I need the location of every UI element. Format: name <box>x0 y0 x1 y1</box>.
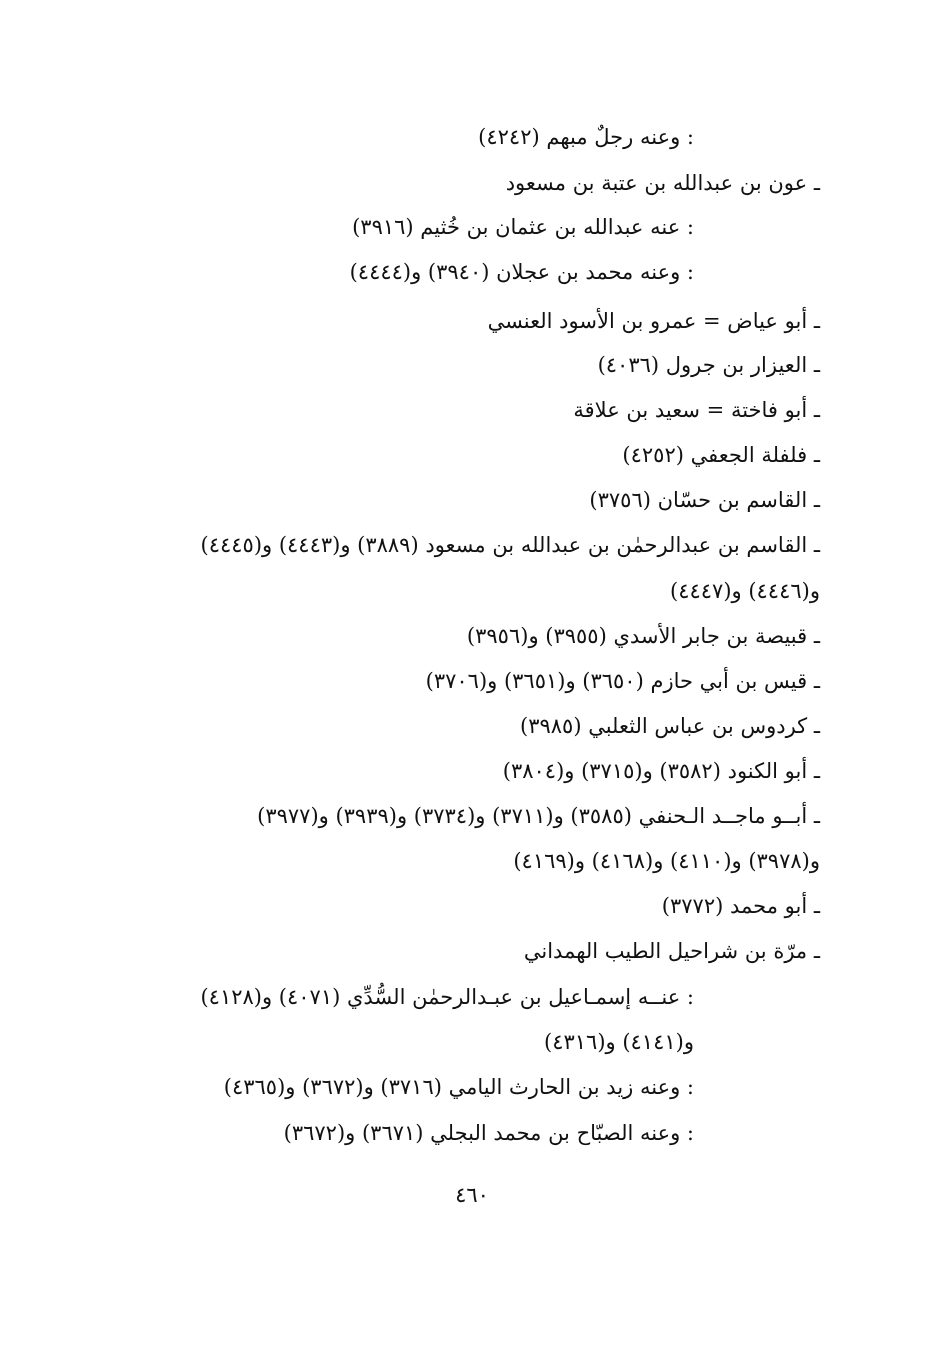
text-line: ـ فلفلة الجعفي (٤٢٥٢) <box>622 443 820 467</box>
text-line: ـ أبو الكنود (٣٥٨٢) و(٣٧١٥) و(٣٨٠٤) <box>502 759 820 783</box>
text-line: : عنه عبدالله بن عثمان بن خُثيم (٣٩١٦) <box>352 215 694 239</box>
text-line: و(٤١٤١) و(٤٣١٦) <box>544 1030 694 1054</box>
text-line: : وعنه الصبّاح بن محمد البجلي (٣٦٧١) و(٣٦٧٢) <box>283 1121 694 1145</box>
text-line: ـ القاسم بن عبدالرحمٰن بن عبدالله بن مسعود (٣٨٨٩) و(٤٤٤٣) و(٤٤٤٥) <box>200 533 820 557</box>
text-line: : عنــه إسمـاعيل بن عبـدالرحمٰن السُّدِّي (٤٠٧١) و(٤١٢٨) <box>200 985 694 1009</box>
text-line: ـ العيزار بن جرول (٤٠٣٦) <box>597 353 820 377</box>
text-line: ـ أبو عياض = عمرو بن الأسود العنسي <box>487 309 820 333</box>
text-line: و(٣٩٧٨) و(٤١١٠) و(٤١٦٨) و(٤١٦٩) <box>513 849 820 873</box>
text-line: ـ مرّة بن شراحيل الطيب الهمداني <box>523 939 820 963</box>
text-line: ـ قبيصة بن جابر الأسدي (٣٩٥٥) و(٣٩٥٦) <box>466 624 820 648</box>
text-line: ـ عون بن عبدالله بن عتبة بن مسعود <box>505 171 820 195</box>
text-line: : وعنه رجلٌ مبهم (٤٢٤٢) <box>478 125 694 149</box>
text-line: ـ كردوس بن عباس الثعلبي (٣٩٨٥) <box>520 714 820 738</box>
text-line: ـ القاسم بن حسّان (٣٧٥٦) <box>589 488 820 512</box>
text-line: : وعنه زيد بن الحارث اليامي (٣٧١٦) و(٣٦٧٢) و(٤٣٦٥) <box>223 1075 694 1099</box>
page-number: ٤٦٠ <box>455 1183 489 1207</box>
text-line: ـ أبو محمد (٣٧٧٢) <box>661 894 820 918</box>
text-line: : وعنه محمد بن عجلان (٣٩٤٠) و(٤٤٤٤) <box>349 260 694 284</box>
text-line: ـ أبو فاختة = سعيد بن علاقة <box>573 398 820 422</box>
text-line: ـ قيس بن أبي حازم (٣٦٥٠) و(٣٦٥١) و(٣٧٠٦) <box>425 669 820 693</box>
text-line: ـ أبــو ماجــد الـحنفي (٣٥٨٥) و(٣٧١١) و(٣٧٣٤) و(٣٩٣٩) و(٣٩٧٧) <box>257 804 820 828</box>
text-line: و(٤٤٤٦) و(٤٤٤٧) <box>670 579 820 603</box>
